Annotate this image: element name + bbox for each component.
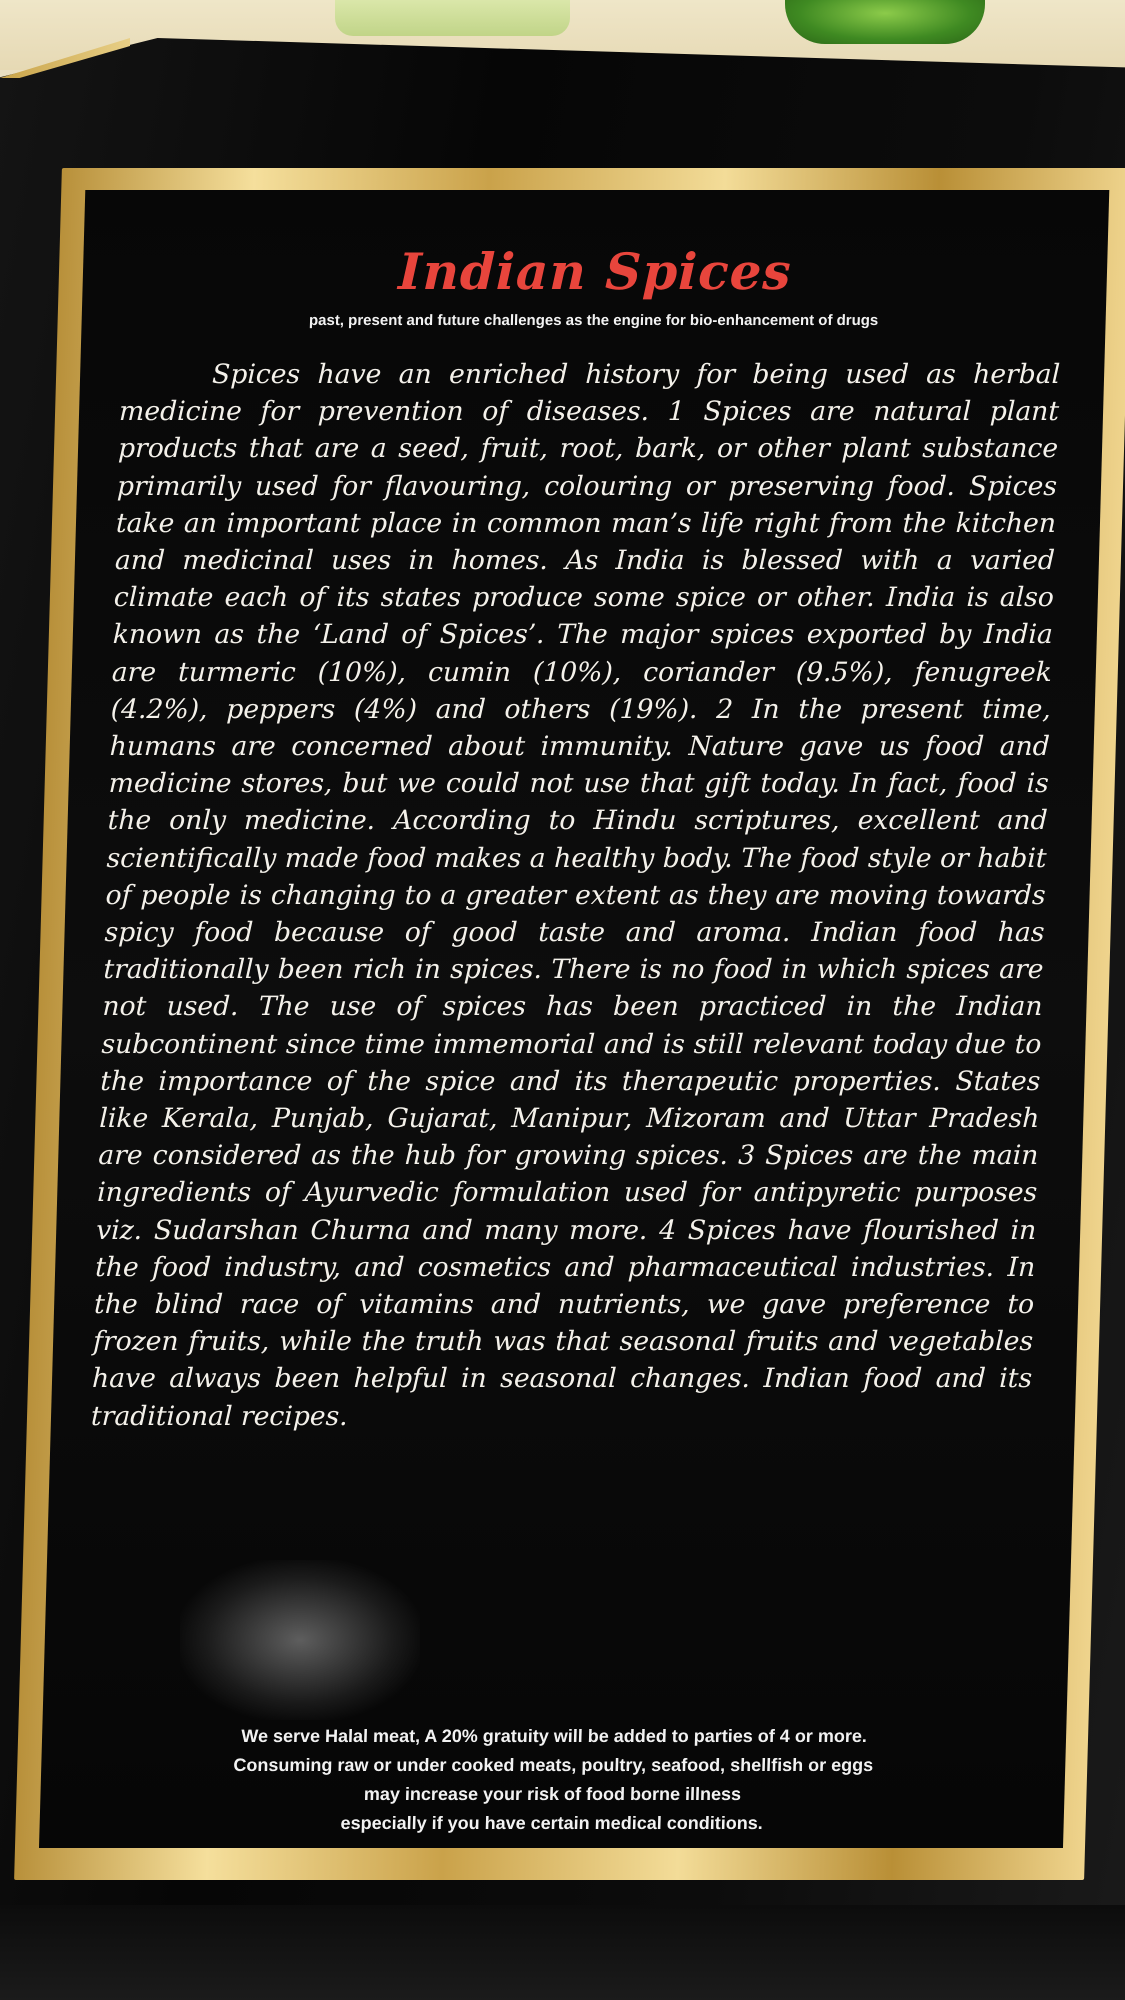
page-title: Indian Spices: [397, 242, 793, 301]
green-bottle: [785, 0, 985, 44]
footer-line: especially if you have certain medical conditions.: [340, 1813, 764, 1833]
footer-line: Consuming raw or under cooked meats, poultry, seafood, shellfish or eggs: [233, 1755, 874, 1775]
body-paragraph: Spices have an enriched history for being used as herbal medicine for prevention of diseases. 1 Spices are natural plant products that are a seed, fruit, root, bark, or other plant substance primarily used for flavouring, colouring or preserving food. Spices take an important place in common man’s life right from the kitchen and medicinal uses in homes. As India is blessed with a varied climate each of its states produce some spice or other. India is also known as the ‘Land of Spices’. The major spices exported by India are turmeric (10%), cumin (10%), coriander (9.5%), fenugreek (4.2%), peppers (4%) and others (19%). 2 In the present time, humans are concerned about immunity. Nature gave us food and medicine stores, but we could not use that gift today. In fact, food is the only medicine. According to Hindu scriptures, excellent and scientifically made food makes a healthy body. The food style or habit of people is changing to a greater extent as they are moving towards spicy food because of good taste and aroma. Indian food has traditionally been rich in spices. There is no food in which spices are not used. The use of spices has been practiced in the Indian subcontinent since time immemorial and is still relevant today due to the importance of the spice and its therapeutic properties. States like Kerala, Punjab, Gujarat, Manipur, Mizoram and Uttar Pradesh are considered as the hub for growing spices. 3 Spices are the main ingredients of Ayurvedic formulation used for antipyretic purposes viz. Sudarshan Churna and many more. 4 Spices have flourished in the food industry, and cosmetics and pharmaceutical industries. In the blind race of vitamins and nutrients, we gave preference to frozen fruits, while the truth was that seasonal fruits and vegetables have always been helpful in seasonal changes. Indian food and its traditional recipes.: [90, 359, 1061, 1432]
gold-frame: [14, 168, 1125, 1880]
footer-notice: [39, 1722, 1066, 1838]
footer-line: may increase your risk of food borne illness: [363, 1784, 742, 1804]
card-bottom-edge: [0, 1905, 1125, 2000]
subtitle: past, present and future challenges as the engine for bio-enhancement of drugs: [308, 312, 879, 329]
footer-line: We serve Halal meat, A 20% gratuity will be added to parties of 4 or more.: [241, 1726, 868, 1746]
text-panel: [39, 190, 1109, 1848]
drinking-glass: [335, 0, 570, 36]
